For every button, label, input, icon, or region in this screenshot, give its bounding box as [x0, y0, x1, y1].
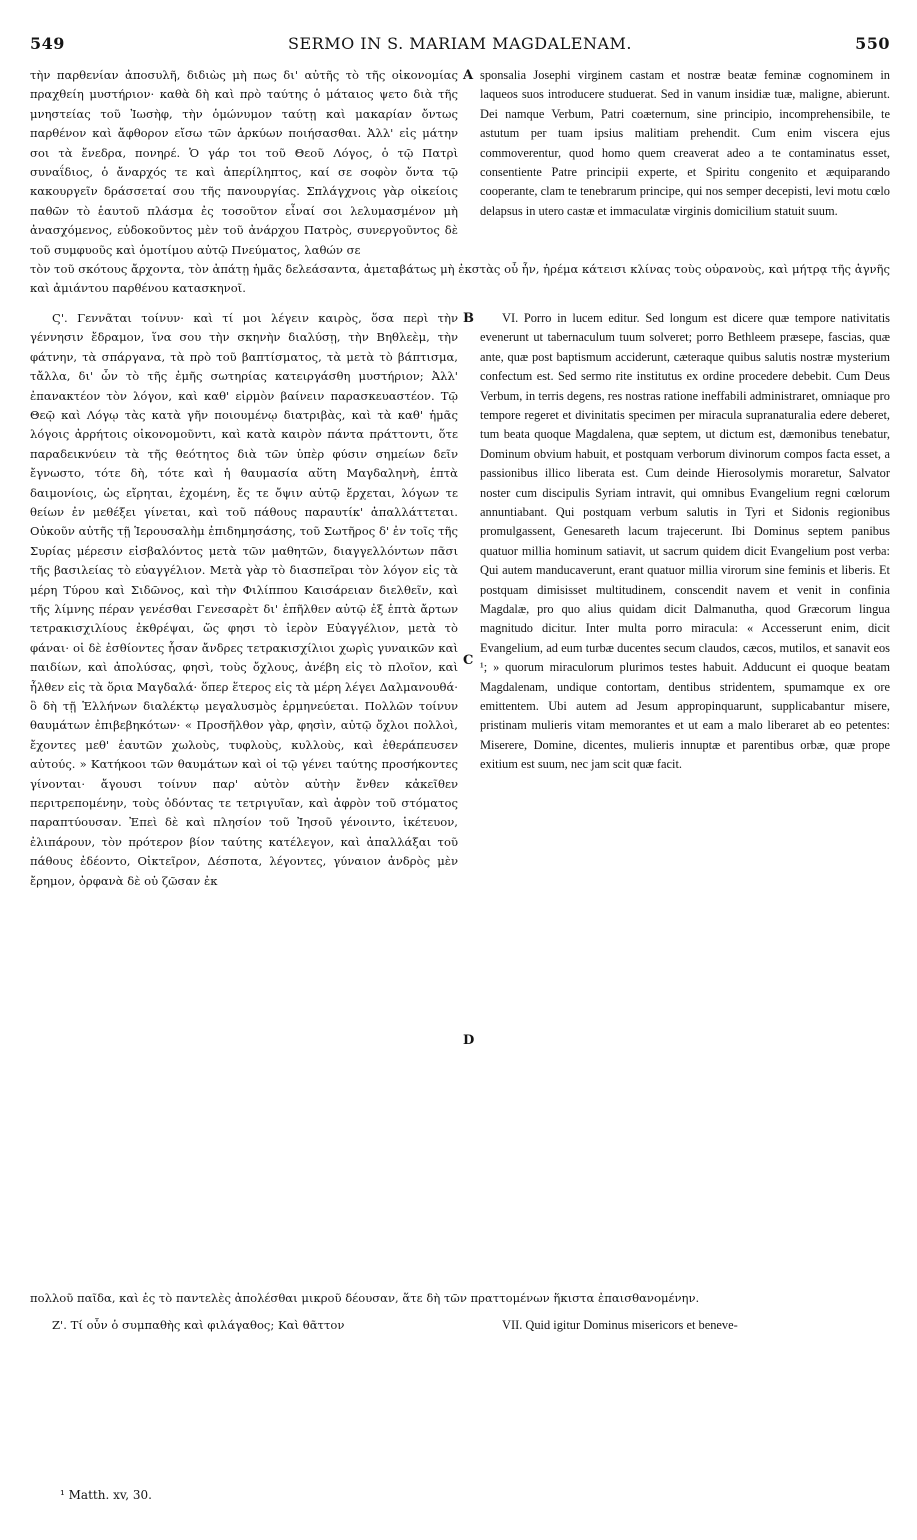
latin-column-block-1: sponsalia Josephi virginem castam et nostræ beatæ feminæ cognominem in laqueos suos introducere studuerat. Sed in vanum insidiæ tuæ, maligne, abierunt. Dei namque Verbum, Patri coæternum, sine principio, incomprehensibile, te astutum per tuam ipsius malitiam prehendit. Cum enim viscera ejus commoverentur, quod homo quem creaverat adeo a te contaminatus esset, consentiente Patre principii experte, et Spiritu congenito et æquiparando cooperante, clam te tenebrarum principe, qui nos semper decepisti, levi motu cœlo delapsus in utero castæ et immaculatæ virginis domicilium statuit suum. [480, 68, 890, 218]
marker-c: C [463, 652, 474, 668]
block-2 [30, 309, 890, 1289]
latin-column-block-2: VI. Porro in lucem editur. Sed longum est dicere quæ tempore nativitatis evenerunt ut tabernaculum tuum solveret; porro Bethleem præsepe, fascias, quæ ante, quæ post baptismum acciderunt, cæteraque quibus salutis nostræ mysterium confectum est. Sed sermo rite institutus ex ordine procedere debebit. Cum Deus Verbum, in terris degens, res nostras ratione ineffabili administraret, omniaque pro tempore regeret et divinitatis specimen per miracula supranaturalia edere deberet, tum beata quoque Magdalena, quæ septem, ut dictum est, dæmonibus tenebatur, Dominum obvium habuit, et postquam verborum divinorum compos facta esset, a passionibus illico liberata est. Cum deinde Hierosolymis moraretur, Salvator noster cum discipulis Syriam intravit, qui omnibus Evangelium regni cœlorum annuntiabant. Qui postquam verbum salutis in Tyri et Sidonis regionibus promulgassent, Genesareth lacum trajecerunt. Ibi Dominus septem panibus quatuor millia hominum satiavit, ut sacrum quidem dicit Evangelium post verba: Qui autem manducaverunt, erant quatuor millia virorum sine feminis et liberis. Et postquam dimisisset multitudinem, conscendit navem et venit in confinia Magdalæ, pro quo alius quidam dicit Dalmanutha, quod Græcorum lingua magnitudo dicitur. Inter multa porro miracula: « Accesserunt enim, dicit Evangelium, ad eum turbæ ducentes secum claudos, cæcos, mutilos, et sanavit eos ¹; » quorum miraculorum plurimos testes habuit. Adducunt ei quoque beatam Magdalenam, undique contortam, dentibus stridentem, spumamque ex ore emittentem. Ubi autem ad Jesum appropinquarunt, supplicabantur misere, pristinam mulieris vitam memorantes et ut eam a malo liberaret ab eo petentes: Miserere, Domine, dicentes, mulieris innuptæ et parentibus orbæ, quæ prope exitium est suum, nec jam scit quæ facit. [480, 310, 890, 772]
greek-column-block-1: τὴν παρθενίαν ἀποσυλῆ, διδιὼς μὴ πως δι' αὐτῆς τὸ τῆς οἰκονομίας πραχθείη μυστήριον· καθὰ δὴ καὶ πρὸ ταύτης ὁ μάταιος ψετο διὰ τῆς μνηστείας τοῦ Ἰωσὴφ, τὴν ὁμώνυμον ταύτῃ καὶ μακαρίαν ὄντως παρθένον καὶ ἄφθορον εἴσω τῶν ἀρκύων ποιήσασθαι. Ἀλλ' εἰς μάτην σοι τὰ ἔνεδρα, πονηρέ. Ὁ γάρ τοι τοῦ Θεοῦ Λόγος, ὁ τῷ Πατρὶ συναΐδιος, ὁ ἄναρχός τε καὶ ἀπερίληπτος, καί σε σοφὸν ὄντα τῷ κακουργεῖν δράσσεταί σου τῆς πανουργίας. Σπλάγχνοις γὰρ οἰκείοις παθῶν τὸ ἑαυτοῦ πλάσμα ἐς τοσοῦτον εἶναί σοι λελυμασμένον μὴ ἀνασχόμενος, εὐδοκοῦντος μὲν τοῦ ἀνάρχου Πατρὸς, συνεργοῦντος δὲ τοῦ συμφυοῦς καὶ ὁμοτίμου αὐτῷ Πνεύματος, λαθών σε [30, 68, 458, 257]
block-3 [30, 1316, 890, 1335]
latin-column-block-3: VII. Quid igitur Dominus misericors et beneve- [502, 1318, 738, 1333]
footnote: ¹ Matth. xv, 30. [60, 1488, 152, 1502]
marker-a: A [463, 68, 474, 83]
marker-d: D [463, 1032, 475, 1048]
greek-span-2: πολλοῦ παῖδα, καὶ ἐς τὸ παντελὲς ἀπολέσθαι μικροῦ δέουσαν, ἅτε δὴ τῶν πραττομένων ἥκιστα ἐπαισθανομένην. [30, 1290, 700, 1305]
greek-column-block-2: Ϛ'. Γεννᾶται τοίνυν· καὶ τί μοι λέγειν καιρὸς, ὅσα περὶ τὴν γέννησιν ἔδραμον, ἵνα σου τὴν σκηνὴν διαλύσῃ, τὴν Βηθλεὲμ, τὴν φάτνην, τὰ σπάργανα, τὰ πρὸ τοῦ βαπτίσματος, τὰ μετὰ τὸ βάπτισμα, τἄλλα, δι' ὧν τὸ τῆς ἐμῆς σωτηρίας κατειργάσθη μυστήριον; Ἀλλ' ἐπανακτέον τὸν λόγον, καὶ καθ' εἱρμὸν βαίνειν παρασκευαστέον. Τῷ Θεῷ καὶ Λόγῳ τὰς κατὰ γῆν ποιουμένῳ διατριβὰς, καὶ τὰ καθ' ἡμᾶς λόγοις ἀρρήτοις οἰκονομοῦντι, καὶ κατὰ καιρὸν πάντα πράττοντι, ὅτε παραδεικνύειν τὰ τῆς θεότητος διὰ τῶν ὑπὲρ φύσιν σημείων δεῖν ἔγνωστο, τότε δὴ, τότε καὶ ἡ θαυμασία αὕτη Μαγδαληνὴ, ἑπτὰ δαιμονίοις, ὡς εἴρηται, ἐχομένη, ἔς τε ὄψιν αὐτῷ ἔρχεται, λόγων τε θείων ἐν μεθέξει γίνεται, καὶ τοῦ πάθους παραυτίκ' ἀπαλλάττεται. Οὐκοῦν αὐτῆς τῇ Ἱερουσαλὴμ ἐπιδημησάσης, τοῦ Σωτῆρος δ' ἐν τοῖς τῆς Συρίας μέρεσιν εἰσβαλόντος μετὰ τῶν μαθητῶν, διαγγελλόντων πᾶσι τῆς βασιλείας τὸ εὐαγγέλιον. Μετὰ γὰρ τὸ διασπεῖραι τὸν λόγον εἰς τὰ μέρη Τύρου καὶ Σιδῶνος, καὶ τὴν Φιλίππου Καισάρειαν διελθεῖν, καὶ τῆς λίμνης πέραν γενέσθαι Γενεσαρὲτ δι' ἐπῆλθεν αὐτῷ ἐξ ἑπτὰ ἄρτων τετρακισχιλίους ἐκθρέψαι, ὥς φησι τὸ ἱερὸν Εὐαγγέλιον, μετὰ τὸ φάναι· οἱ δὲ ἐσθίοντες ἦσαν ἄνδρες τετρακισχίλιοι χωρὶς γυναικῶν καὶ παιδίων, καὶ ἀπολύσας, φησὶ, τοὺς ὄχλους, ἀνέβη εἰς τὸ πλοῖον, καὶ ἦλθεν εἰς τὰ ὅρια Μαγδαλά· ὅπερ ἕτερος εἰς τὰ μέρη λέγει Δαλμανουθά· ὃ δὴ τῇ Ἑλλήνων διαλέκτῳ μεγαλυσμὸς ἑρμηνεύεται. Πολλῶν τοίνυν θαυμάτων ἐπιβεβηκότων· « Προσῆλθον γὰρ, φησὶν, αὐτῷ ὄχλοι πολλοὶ, ἔχοντες μεθ' ἑαυτῶν χωλοὺς, τυφλοὺς, κυλλοὺς, καὶ ἐθεράπευσεν αὐτούς. » Κατήκοοι τῶν θαυμάτων καὶ οἱ τῷ γένει ταύτης προσήκοντες γίνονται· ἄγουσι τοίνυν παρ' αὐτὸν αὐτὴν ἔνθεν κἀκεῖθεν περιτρεπομένην, τοὺς ὀδόντας τε τετριγυῖαν, καὶ ἀφρὸν τοῦ στόματος παραπτύουσαν. Ἐπεὶ δὲ καὶ πλησίον τοῦ Ἰησοῦ γένοιντο, ἱκέτευον, ἐλιπάρουν, τὸν πρότερον βίον ταύτης κατέλεγον, καὶ ἀπαλλάξαι τοῦ πάθους ἐδέοντο, Οἰκτεῖρον, Δέσποτα, λέγοντες, γύναιον ἀνδρὸς μὲν ἔρημον, ὀρφανὰ δὲ οὐ ζῶσαν ἐκ [30, 310, 458, 888]
page-number-left: 549 [30, 34, 65, 53]
page-header [30, 34, 890, 58]
greek-column-block-3: Ζ'. Τί οὖν ὁ συμπαθὴς καὶ φιλάγαθος; Καὶ θᾶττον [52, 1318, 345, 1333]
marker-b: B [463, 310, 474, 326]
page-number-right: 550 [855, 34, 890, 53]
page-body [30, 66, 890, 1466]
greek-span-1: τὸν τοῦ σκότους ἄρχοντα, τὸν ἀπάτῃ ἡμᾶς δελεάσαντα, ἀμεταβάτως μὴ ἐκστὰς οὗ ἦν, ἠρέμα κάτεισι κλίνας τοὺς οὐρανοὺς, καὶ μήτρᾳ τῆς ἁγνῆς καὶ ἀμιάντου παρθένου κατασκηνοῖ. [30, 262, 890, 296]
block-1 [30, 66, 890, 260]
gutter-2 [459, 309, 479, 1289]
running-title: SERMO IN S. MARIAM MAGDALENAM. [288, 34, 632, 53]
